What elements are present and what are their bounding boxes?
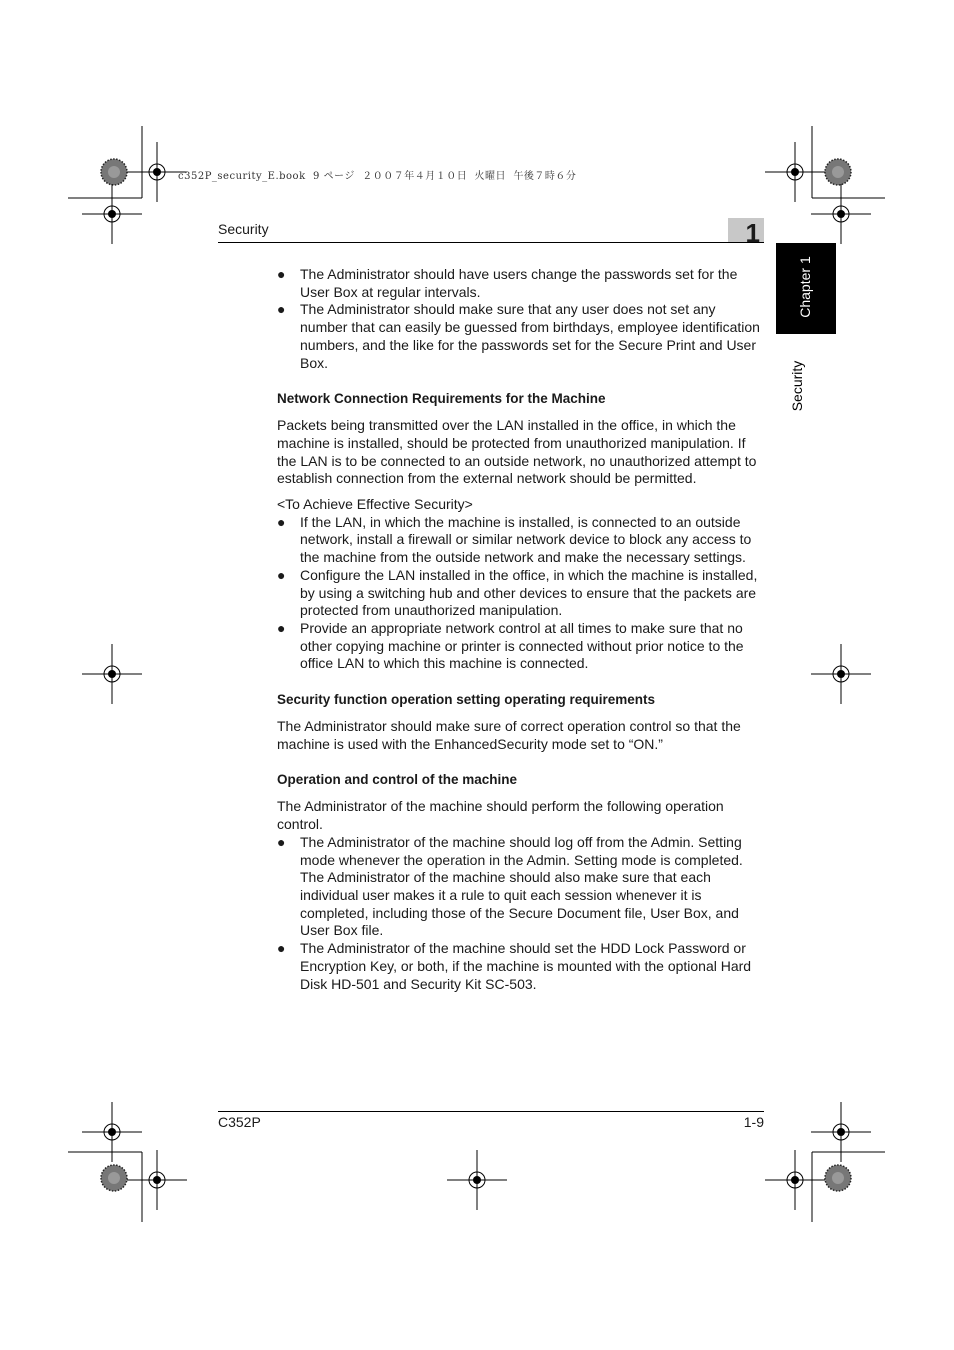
list-item: ● The Administrator of the machine should set the HDD Lock Password or Encryption Key, or both, if the machine is mounted with the optional Hard Disk HD-501 and Security Kit SC-503. [277, 940, 752, 992]
operation-bullet-list [277, 834, 764, 993]
bullet-icon: ● [277, 513, 286, 530]
network-subheading: <To Achieve Effective Security> [277, 496, 473, 513]
bullet-icon: ● [277, 619, 286, 636]
list-item: ● If the LAN, in which the machine is installed, is connected to an outside network, install a firewall or similar network device to block any access to the machine from the outside network and make the necessary settings. [277, 513, 752, 566]
section-heading-operation: Operation and control of the machine [277, 772, 518, 788]
footer-rule [218, 1111, 764, 1112]
list-item: ● Provide an appropriate network control at all times to make sure that no other copying machine or printer is connected without prior notice to the office LAN to which this machine is connected. [277, 619, 744, 672]
network-bullet-list [277, 514, 764, 673]
page-body [277, 266, 764, 993]
side-tab-chapter-label: Chapter 1 [797, 256, 813, 318]
bullet-icon: ● [277, 301, 286, 318]
operation-paragraph: The Administrator of the machine should perform the following operation control. [277, 798, 724, 833]
bullet-icon: ● [277, 566, 286, 583]
bullet-icon: ● [277, 833, 286, 850]
bullet-icon: ● [277, 266, 286, 282]
footer-model-name: C352P [218, 1114, 261, 1130]
side-tab-section-label: Security [789, 360, 805, 412]
list-item: ● The Administrator should have users change the passwords set for the User Box at regular intervals. [277, 266, 738, 300]
header-rule [218, 242, 764, 243]
bullet-icon: ● [277, 940, 286, 957]
list-item: ● Configure the LAN installed in the office, in which the machine is installed, by using a switching hub and other devices to ensure that the packets are protected from unauthorized manipulation. [277, 566, 758, 619]
section-heading-network: Network Connection Requirements for the Machine [277, 391, 606, 407]
network-paragraph: Packets being transmitted over the LAN installed in the office, in which the machine is installed, should be protected from unauthorized manipulation. If the LAN is to be connected to an outside network, no unauthorized attempt to establish connection from the external network should be permitted. [277, 417, 757, 487]
chapter-number-box: 1 [728, 218, 764, 242]
security-function-paragraph: The Administrator should make sure of correct operation control so that the machine is used with the EnhancedSecurity mode set to “ON.” [277, 718, 741, 752]
list-item: ● The Administrator of the machine should log off from the Admin. Setting mode whenever the operation in the Admin. Setting mode is completed. The Administrator of the machine should also make sure that each individual user makes it a rule to quit each session whenever it is completed, including those of the Secure Document file, User Box, and User Box file. [277, 833, 743, 939]
intro-bullet-list [277, 266, 764, 372]
list-item: ● The Administrator should make sure that any user does not set any number that can easily be guessed from birthdays, employee identification numbers, and the like for the passwords set for the Secure Print and User Box. [277, 301, 760, 371]
section-heading-security-function: Security function operation setting operating requirements [277, 692, 656, 708]
footer-page-number: 1-9 [743, 1114, 764, 1130]
running-header-section: Security [218, 221, 269, 237]
print-slug-line: c352P_security_E.book 9 ページ ２００７年４月１０日 火曜日 午後７時６分 [178, 171, 577, 182]
